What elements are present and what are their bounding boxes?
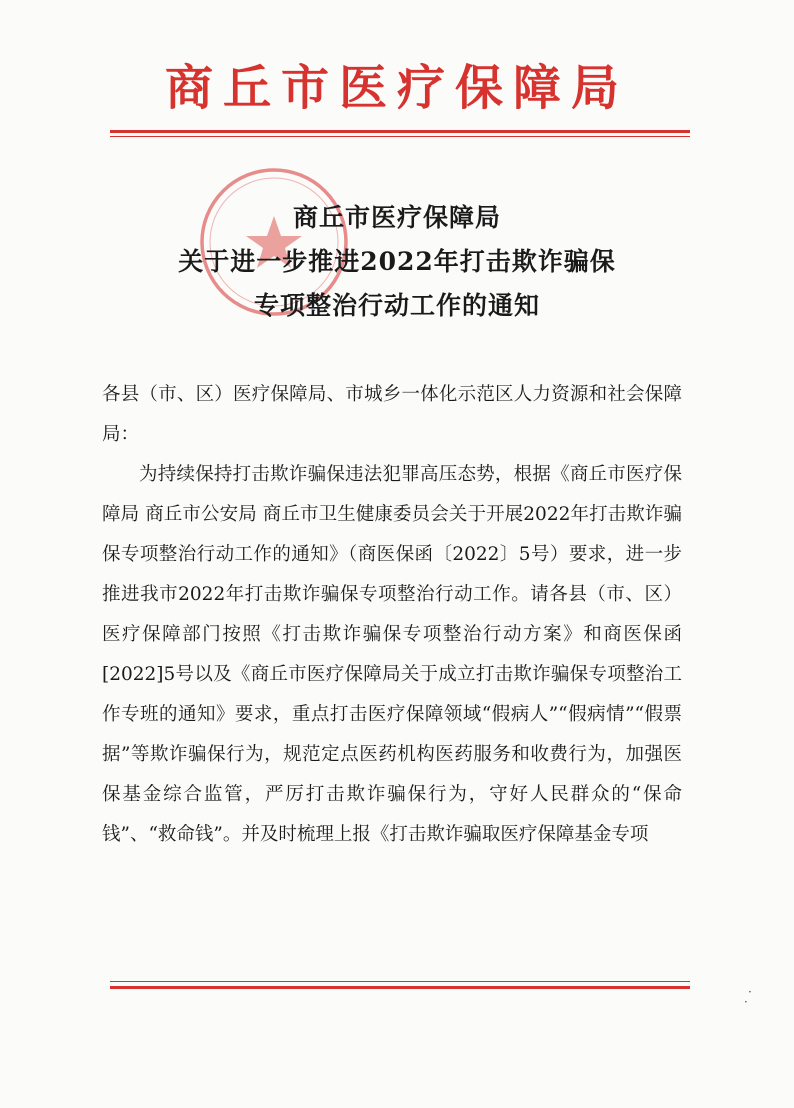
title-line-3: 专项整治行动工作的通知 bbox=[253, 291, 540, 320]
document-title bbox=[100, 196, 694, 328]
salutation: 各县（市、区）医疗保障局、市城乡一体化示范区人力资源和社会保障局： bbox=[102, 384, 682, 445]
scan-speck: · bbox=[748, 985, 752, 999]
document-body bbox=[102, 375, 682, 855]
scan-speck-2: · bbox=[744, 995, 748, 1009]
masthead-rule-thick bbox=[110, 130, 690, 133]
title-line-1: 商丘市医疗保障局 bbox=[292, 203, 501, 232]
masthead-rule-thin bbox=[110, 136, 690, 137]
footer-rule-thick bbox=[110, 986, 690, 989]
title-line-2: 关于进一步推进2022年打击欺诈骗保 bbox=[178, 247, 616, 276]
masthead-title: 商丘市医疗保障局 bbox=[164, 60, 629, 116]
body-paragraph: 为持续保持打击欺诈骗保违法犯罪高压态势，根据《商丘市医疗保障局 商丘市公安局 商丘市卫生健康委员会关于开展2022年打击欺诈骗保专项整治行动工作的通知》（商医保函〔2022〕5号）要求，进一步推进我市2022年打击欺诈骗保专项整治行动工作。请各县（市、区）医疗保障部门按照《打击欺诈骗保专项整治行动方案》和商医保函[2022]5号以及《商丘市医疗保障局关于成立打击欺诈骗保专项整治工作专班的通知》要求，重点打击医疗保障领域“假病人”“假病情”“假票据”等欺诈骗保行为，规范定点医药机构医药服务和收费行为，加强医保基金综合监管，严厉打击欺诈骗保行为，守好人民群众的“保命钱”、“救命钱”。并及时梳理上报《打击欺诈骗取医疗保障基金专项 bbox=[102, 464, 682, 845]
footer-rule-thin-top bbox=[110, 981, 690, 982]
